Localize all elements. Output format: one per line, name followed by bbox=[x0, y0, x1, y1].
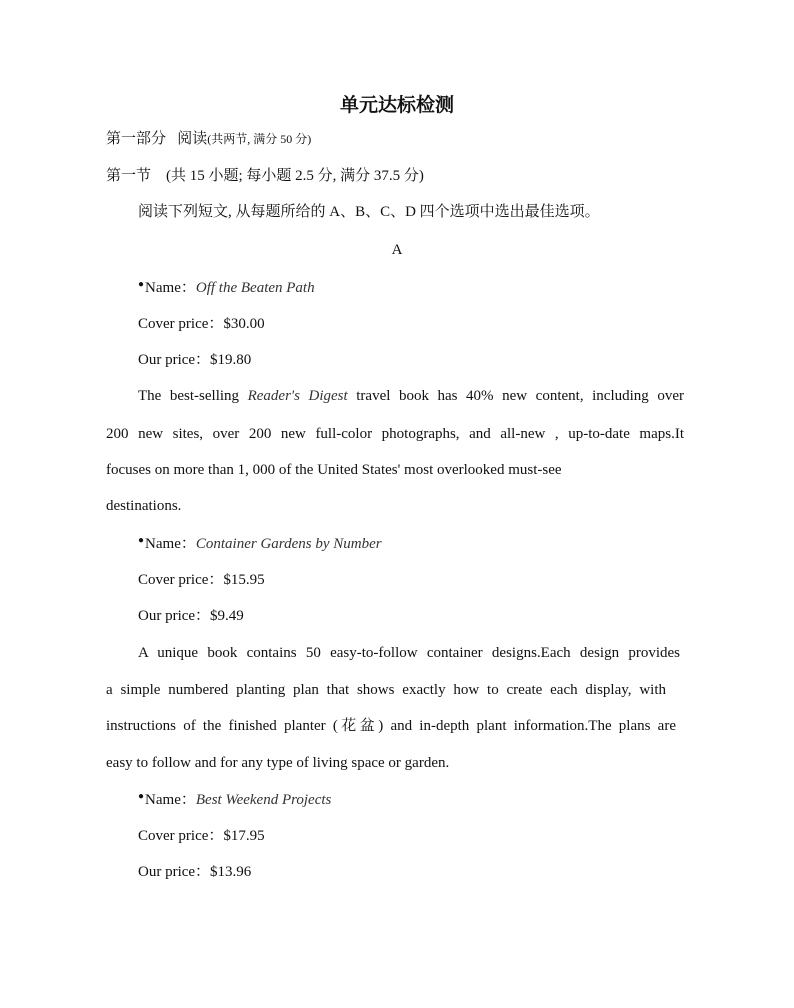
book-description-line: 200 new sites, over 200 new full-color photographs, and all-new , up-to-date maps.It bbox=[106, 426, 684, 442]
bullet-icon: ● bbox=[138, 791, 145, 802]
bullet-icon: ● bbox=[138, 535, 145, 546]
book-our-price: Our price：$19.80 bbox=[138, 352, 252, 368]
section-label: 第一节 bbox=[106, 168, 152, 184]
book-name-label: Name： bbox=[145, 536, 196, 552]
page-title: 单元达标检测 bbox=[339, 94, 454, 116]
part-heading bbox=[106, 129, 311, 149]
book-name-label: Name： bbox=[145, 280, 196, 296]
book-cover-price: Cover price：$30.00 bbox=[138, 316, 265, 332]
book-cover-price: Cover price：$15.95 bbox=[138, 572, 265, 588]
book-name-row bbox=[138, 278, 315, 300]
book-description-line: easy to follow and for any type of living space or garden. bbox=[106, 755, 450, 771]
book-name: Container Gardens by Number bbox=[195, 536, 382, 552]
part-label: 第一部分 bbox=[106, 131, 167, 147]
passage-label: A bbox=[391, 242, 403, 258]
book-description-line: a simple numbered planting plan that shows exactly how to create each display, with bbox=[106, 682, 666, 698]
book-name-label: Name： bbox=[145, 792, 196, 808]
section-note: (共 15 小题; 每小题 2.5 分, 满分 37.5 分) bbox=[166, 168, 424, 184]
book-name-row bbox=[138, 534, 382, 556]
book-description-line: focuses on more than 1, 000 of the United States' most overlooked must-see bbox=[106, 462, 562, 478]
part-note: (共两节, 满分 50 分) bbox=[207, 132, 312, 146]
section-instruction: 阅读下列短文, 从每题所给的 A、B、C、D 四个选项中选出最佳选项。 bbox=[138, 204, 600, 220]
book-cover-price: Cover price：$17.95 bbox=[138, 828, 265, 844]
book-our-price: Our price：$9.49 bbox=[138, 608, 244, 624]
bullet-icon: ● bbox=[138, 279, 145, 290]
book-description-line: A unique book contains 50 easy-to-follow container designs.Each design provides bbox=[138, 645, 680, 661]
description-text: The best-selling bbox=[138, 388, 248, 404]
section-heading bbox=[106, 166, 424, 186]
part-name: 阅读 bbox=[177, 131, 208, 147]
book-description-line bbox=[138, 386, 684, 406]
book-description-line: destinations. bbox=[106, 498, 182, 514]
book-name: Best Weekend Projects bbox=[195, 792, 332, 808]
description-text: travel book has 40% new content, including over bbox=[347, 388, 684, 404]
magazine-title: Reader's Digest bbox=[247, 388, 348, 404]
book-name-row bbox=[138, 790, 331, 812]
book-name: Off the Beaten Path bbox=[195, 280, 315, 296]
book-description-line: instructions of the finished planter (花盆) and in-depth plant information.The plans are bbox=[106, 718, 676, 734]
book-our-price: Our price：$13.96 bbox=[138, 864, 252, 880]
